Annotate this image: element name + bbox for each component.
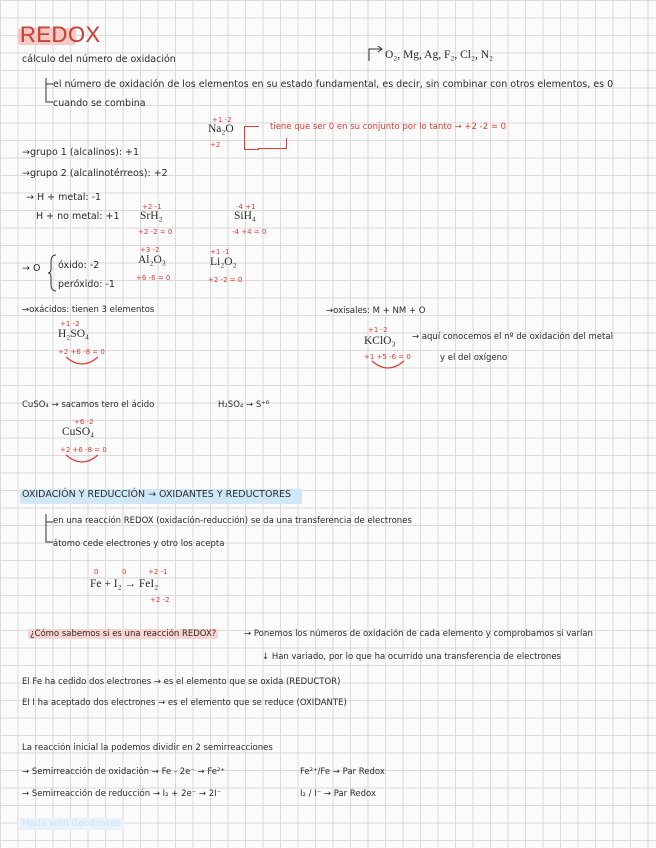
o-brace-icon xyxy=(47,254,57,292)
h-nometal: H + no metal: +1 xyxy=(36,211,120,222)
h2so4-s: H₂SO₄ → S⁺⁶ xyxy=(218,400,270,410)
oxisales-text: →oxisales: M + NM + O xyxy=(326,306,426,316)
sih4-formula: SiH₄ xyxy=(234,210,256,222)
kclo3-curve-icon xyxy=(370,359,406,373)
h2so4-curve-icon xyxy=(64,355,100,369)
i-line: El I ha aceptado dos electrones → es el elemento que se reduce (OXIDANTE) xyxy=(22,698,347,708)
na2o-bracket-2 xyxy=(258,138,287,149)
srh2-formula: SrH₂ xyxy=(140,210,163,222)
al2o3-bottom: +6 -6 = 0 xyxy=(136,274,171,282)
li2o2-top: +1 -1 xyxy=(210,248,230,256)
h2so4-bottom: +2 +6 -8 = 0 xyxy=(58,348,105,356)
h2so4-formula: H₂SO₄ xyxy=(58,328,90,340)
na2o-note: tiene que ser 0 en su conjunto por lo tanto → +2 -2 = 0 xyxy=(270,122,507,132)
na2o-bracket xyxy=(244,126,259,150)
s2-heading: OXIDACIÓN Y REDUCCIÓN → OXIDANTES Y REDUCTORES xyxy=(22,489,292,500)
al2o3-top: +3 -2 xyxy=(140,246,160,254)
cuso4-curve-icon xyxy=(64,453,100,467)
goodnotes-watermark: Made with Goodnotes xyxy=(18,818,124,830)
semi-ox: → Semirreacción de oxidación → Fe - 2e⁻ → Fe²⁺ xyxy=(22,767,225,777)
peroxido: peróxido: -1 xyxy=(58,279,115,290)
semi-red: → Semirreacción de reducción → I₂ + 2e⁻ → 2I⁻ xyxy=(22,789,222,799)
cuso4-formula: CuSO₄ xyxy=(62,426,95,438)
h2so4-top: +1 -2 xyxy=(60,320,80,328)
s2-line1: en una reacción REDOX (oxidación-reducción) se da una transferencia de electrones xyxy=(53,516,412,526)
o-label-text: → O xyxy=(22,263,41,274)
elements-ref: O₂, Mg, Ag, F₂, Cl₂, N₂ xyxy=(385,49,494,61)
question-answer: → Ponemos los números de oxidación de cada elemento y comprobamos si varían xyxy=(244,629,593,639)
oxisales-label: oxisales: M + NM + O xyxy=(333,306,426,316)
oxacidos-label: oxácidos: tienen 3 elementos xyxy=(29,305,155,315)
grupo1-text: →grupo 1 (alcalinos): +1 xyxy=(22,147,140,158)
s1-line2: cuando se combina xyxy=(53,98,146,109)
srh2-top: +2 -1 xyxy=(142,203,162,211)
cuso4-line: CuSO₄ → sacamos tero el ácido xyxy=(22,400,155,410)
semi-intro: La reacción inicial la podemos dividir en 2 semirreacciones xyxy=(22,743,273,753)
par1: Fe²⁺/Fe → Par Redox xyxy=(300,767,385,777)
al2o3-formula: Al₂O₃ xyxy=(138,254,166,266)
kclo3-top: +1 -2 xyxy=(368,326,388,334)
page-title: REDOX xyxy=(20,22,101,47)
sih4-bottom: -4 +4 = 0 xyxy=(232,228,267,236)
grupo2-label: grupo 2 (alcalinotérreos): +2 xyxy=(29,168,168,179)
kclo3-arrow: → aquí conocemos el nº de oxidación del metal xyxy=(412,332,613,342)
elements-arrow-icon xyxy=(367,46,385,62)
reaction-top-prod: +2 -1 xyxy=(148,568,168,576)
li2o2-formula: Li₂O₂ xyxy=(210,256,237,268)
reaction-bottom-prod: +2 -2 xyxy=(150,596,170,604)
kclo3-note1: aquí conocemos el nº de oxidación del metal xyxy=(421,332,613,342)
grupo1-label: grupo 1 (alcalinos): +1 xyxy=(29,147,140,158)
reaction-top-i: 0 xyxy=(122,568,127,576)
oxido: óxido: -2 xyxy=(58,260,100,271)
oxacidos-text: →oxácidos: tienen 3 elementos xyxy=(22,305,155,315)
kclo3-formula: KClO₃ xyxy=(364,335,396,347)
li2o2-bottom: +2 -2 = 0 xyxy=(208,276,243,284)
s1-line1: el número de oxidación de los elementos en su estado fundamental, es decir, sin combinar con otros elementos, es 0 xyxy=(53,79,614,90)
question-label: ¿Cómo sabemos si es una reacción REDOX? xyxy=(30,629,217,639)
question xyxy=(28,630,218,640)
sih4-top: -4 +1 xyxy=(236,203,256,211)
h-metal-label: H + metal: -1 xyxy=(36,192,102,203)
cuso4-bottom: +2 +6 -8 = 0 xyxy=(60,446,107,454)
na2o-formula: Na₂O xyxy=(208,123,234,135)
fe-line: El Fe ha cedido dos electrones → es el elemento que se oxida (REDUCTOR) xyxy=(22,677,341,687)
h-metal-text: → H + metal: -1 xyxy=(26,192,102,203)
na2o-top: +1 -2 xyxy=(212,116,232,124)
cuso4-top: +6 -2 xyxy=(74,418,94,426)
na2o-bottom: +2 xyxy=(210,141,221,149)
srh2-bottom: +2 -2 = 0 xyxy=(138,228,173,236)
kclo3-note2: y el del oxígeno xyxy=(440,353,508,363)
grupo2-text: →grupo 2 (alcalinotérreos): +2 xyxy=(22,168,168,179)
reaction-top-fe: 0 xyxy=(94,568,99,576)
kclo3-bottom: +1 +5 -6 = 0 xyxy=(364,353,411,361)
question-answer2: ↓ Han variado, por lo que ha ocurrido una transferencia de electrones xyxy=(262,652,561,662)
o-label: O xyxy=(32,263,41,274)
s2-line2: átomo cede electrones y otro los acepta xyxy=(53,539,225,549)
reaction: Fe + I₂ → FeI₂ xyxy=(90,578,159,590)
s1-heading: cálculo del número de oxidación xyxy=(22,54,176,65)
par2: I₂ / I⁻ → Par Redox xyxy=(300,789,376,799)
